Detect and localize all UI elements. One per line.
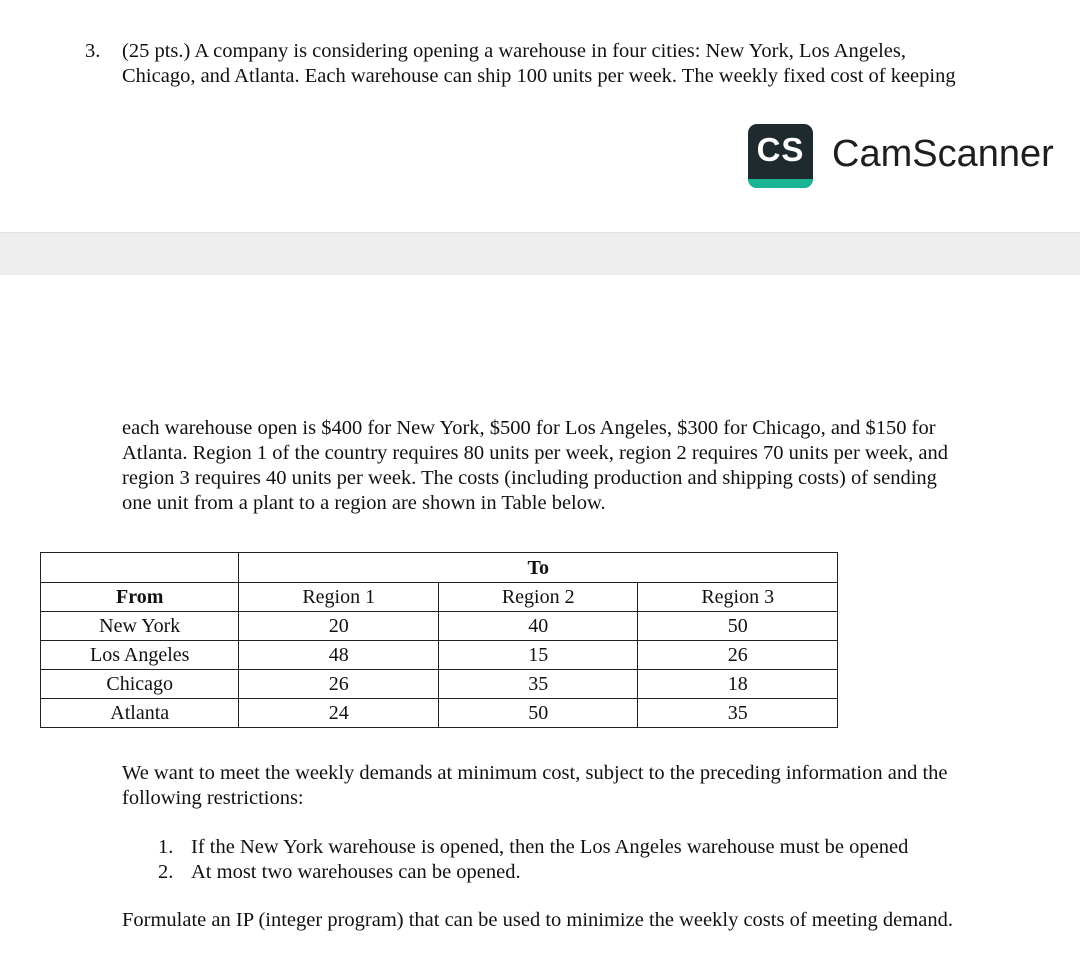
table-header-row-to [41, 553, 838, 583]
continuation-line: region 3 requires 40 units per week. The costs (including production and shipping costs) of sending [122, 467, 937, 489]
question-intro [122, 39, 1022, 89]
cost-cell: 50 [438, 699, 637, 728]
page-break [0, 232, 1080, 275]
from-label: From [41, 583, 239, 612]
cost-cell: 18 [638, 670, 838, 699]
table-row [41, 699, 838, 728]
formulate-instruction: Formulate an IP (integer program) that can be used to minimize the weekly costs of meeting demand. [122, 909, 953, 931]
cost-table [40, 552, 838, 731]
city-cell: Chicago [41, 670, 239, 699]
list-item-number: 2. [158, 861, 174, 883]
list-item-number: 1. [158, 836, 174, 858]
city-cell: New York [41, 612, 239, 641]
cost-cell: 26 [638, 641, 838, 670]
cost-cell: 24 [239, 699, 438, 728]
table-row [41, 641, 838, 670]
cost-cell: 15 [438, 641, 637, 670]
list-item-text: At most two warehouses can be opened. [191, 861, 521, 883]
cost-cell: 20 [239, 612, 438, 641]
objective-line: following restrictions: [122, 787, 304, 809]
list-item-text: If the New York warehouse is opened, then the Los Angeles warehouse must be opened [191, 836, 909, 858]
table-row [41, 670, 838, 699]
cost-cell: 50 [638, 612, 838, 641]
to-label: To [239, 553, 838, 583]
cost-cell: 35 [638, 699, 838, 728]
city-cell: Los Angeles [41, 641, 239, 670]
region-header: Region 1 [239, 583, 438, 612]
table-row [41, 612, 838, 641]
camscanner-logo-accent [748, 179, 813, 188]
city-cell: Atlanta [41, 699, 239, 728]
restrictions-list [158, 835, 908, 885]
continuation-line: Atlanta. Region 1 of the country requires 80 units per week, region 2 requires 70 units per week, and [122, 442, 949, 464]
cost-cell: 48 [239, 641, 438, 670]
continuation-line: each warehouse open is $400 for New York, $500 for Los Angeles, $300 for Chicago, and $150 for [122, 417, 936, 439]
region-header: Region 2 [438, 583, 637, 612]
table-header-row [41, 583, 838, 612]
cost-cell: 26 [239, 670, 438, 699]
intro-line: (25 pts.) A company is considering opening a warehouse in four cities: New York, Los Angeles, [122, 40, 907, 62]
camscanner-brand: CamScanner [832, 133, 1054, 175]
cost-cell: 40 [438, 612, 637, 641]
question-continuation [122, 416, 1022, 516]
camscanner-logo [748, 124, 813, 188]
objective-line: We want to meet the weekly demands at minimum cost, subject to the preceding information and the [122, 762, 948, 784]
region-header: Region 3 [638, 583, 838, 612]
objective-statement [122, 761, 1022, 811]
question-number: 3. [85, 40, 101, 62]
camscanner-logo-text: CS [756, 131, 805, 168]
list-item [158, 860, 908, 885]
table-cell-empty [41, 553, 239, 583]
cost-cell: 35 [438, 670, 637, 699]
list-item [158, 835, 908, 860]
continuation-line: one unit from a plant to a region are shown in Table below. [122, 492, 606, 514]
intro-line: Chicago, and Atlanta. Each warehouse can ship 100 units per week. The weekly fixed cost of keeping [122, 65, 956, 87]
